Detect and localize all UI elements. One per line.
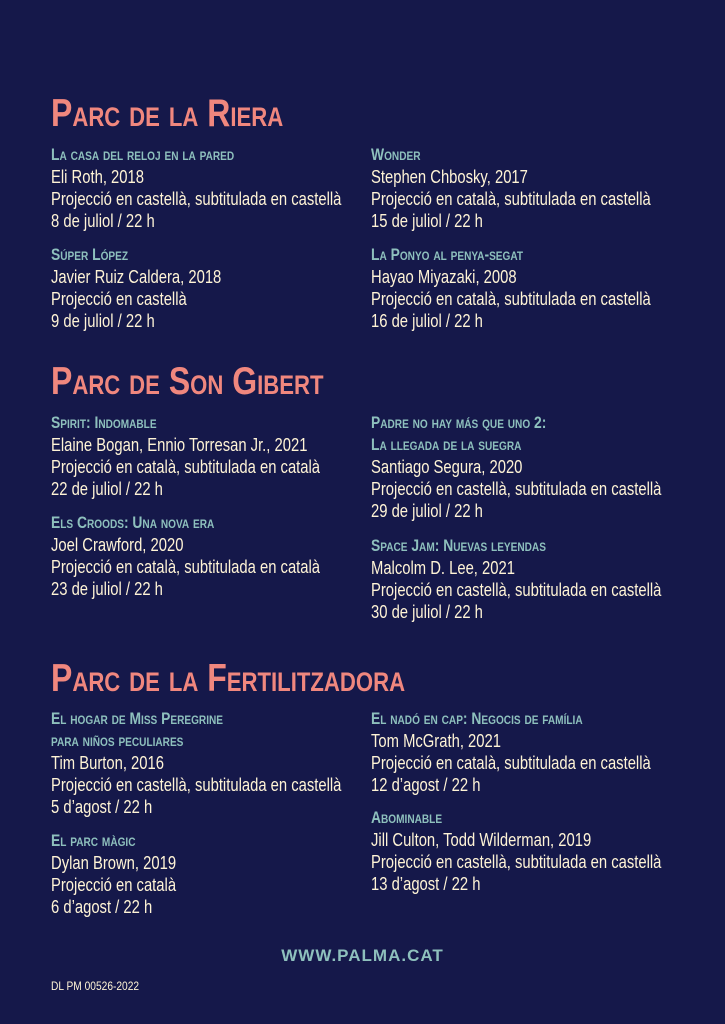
film-date: 23 de juliol / 22 h bbox=[51, 578, 163, 599]
film-director: Elaine Bogan, Ennio Torresan Jr., 2021 bbox=[51, 434, 308, 455]
film-date: 5 d’agost / 22 h bbox=[51, 796, 153, 817]
film-language: Projecció en català, subtitulada en castellà bbox=[371, 752, 651, 773]
film-language: Projecció en castellà, subtitulada en castellà bbox=[51, 774, 342, 795]
film-language: Projecció en català, subtitulada en castellà bbox=[371, 188, 651, 209]
film-title: El hogar de Miss Peregrine bbox=[51, 710, 224, 728]
film-entry bbox=[371, 708, 701, 796]
film-language: Projecció en castellà, subtitulada en castellà bbox=[371, 579, 662, 600]
film-title: La casa del reloj en la pared bbox=[51, 146, 235, 164]
film-title: El parc màgic bbox=[51, 832, 136, 850]
film-date: 12 d’agost / 22 h bbox=[371, 774, 481, 795]
legal-deposit: DL PM 00526-2022 bbox=[51, 979, 140, 993]
film-director: Eli Roth, 2018 bbox=[51, 166, 144, 187]
park-title: Parc de Son Gibert bbox=[51, 360, 324, 403]
film-title: El nadó en cap: Negocis de família bbox=[371, 710, 583, 728]
film-entry bbox=[371, 244, 701, 332]
film-title: Padre no hay más que uno 2: bbox=[371, 414, 547, 432]
film-date: 15 de juliol / 22 h bbox=[371, 210, 483, 231]
film-language: Projecció en català, subtitulada en català bbox=[51, 456, 321, 477]
film-entry bbox=[371, 807, 701, 895]
film-date: 9 de juliol / 22 h bbox=[51, 310, 155, 331]
film-language: Projecció en castellà, subtitulada en castellà bbox=[371, 478, 662, 499]
film-entry bbox=[51, 708, 381, 818]
film-date: 8 de juliol / 22 h bbox=[51, 210, 155, 231]
film-title: La Ponyo al penya-segat bbox=[371, 246, 524, 264]
film-date: 30 de juliol / 22 h bbox=[371, 601, 483, 622]
film-director: Santiago Segura, 2020 bbox=[371, 456, 523, 477]
film-director: Stephen Chbosky, 2017 bbox=[371, 166, 528, 187]
film-director: Dylan Brown, 2019 bbox=[51, 852, 177, 873]
film-language: Projecció en català, subtitulada en català bbox=[51, 556, 321, 577]
film-language: Projecció en català, subtitulada en castellà bbox=[371, 288, 651, 309]
film-language: Projecció en català bbox=[51, 874, 177, 895]
film-director: Hayao Miyazaki, 2008 bbox=[371, 266, 517, 287]
film-entry bbox=[51, 244, 381, 332]
film-date: 29 de juliol / 22 h bbox=[371, 500, 483, 521]
film-director: Joel Crawford, 2020 bbox=[51, 534, 184, 555]
film-director: Tom McGrath, 2021 bbox=[371, 730, 501, 751]
film-date: 22 de juliol / 22 h bbox=[51, 478, 163, 499]
film-entry bbox=[371, 412, 701, 522]
film-language: Projecció en castellà bbox=[51, 288, 187, 309]
film-language: Projecció en castellà, subtitulada en castellà bbox=[371, 851, 662, 872]
film-title: Space Jam: Nuevas leyendas bbox=[371, 537, 546, 555]
film-director: Jill Culton, Todd Wilderman, 2019 bbox=[371, 829, 592, 850]
film-title: Abominable bbox=[371, 809, 443, 827]
park-title: Parc de la Fertilitzadora bbox=[51, 657, 406, 700]
film-director: Javier Ruiz Caldera, 2018 bbox=[51, 266, 222, 287]
website-link[interactable]: WWW.PALMA.CAT bbox=[281, 946, 444, 965]
film-entry bbox=[51, 412, 381, 500]
park-title: Parc de la Riera bbox=[51, 92, 284, 135]
film-title: Súper López bbox=[51, 246, 129, 264]
film-title-line2: La llegada de la suegra bbox=[371, 436, 522, 454]
film-language: Projecció en castellà, subtitulada en castellà bbox=[51, 188, 342, 209]
film-title: Wonder bbox=[371, 146, 421, 164]
film-entry bbox=[51, 830, 381, 918]
film-director: Tim Burton, 2016 bbox=[51, 752, 164, 773]
film-entry bbox=[51, 512, 381, 600]
film-title: Els Croods: Una nova era bbox=[51, 514, 215, 532]
film-entry bbox=[51, 144, 381, 232]
film-date: 6 d’agost / 22 h bbox=[51, 896, 153, 917]
film-date: 13 d’agost / 22 h bbox=[371, 873, 481, 894]
film-entry bbox=[371, 144, 701, 232]
film-title-line2: para niños peculiares bbox=[51, 732, 184, 750]
film-date: 16 de juliol / 22 h bbox=[371, 310, 483, 331]
film-director: Malcolm D. Lee, 2021 bbox=[371, 557, 515, 578]
film-title: Spirit: Indomable bbox=[51, 414, 157, 432]
film-entry bbox=[371, 535, 701, 623]
